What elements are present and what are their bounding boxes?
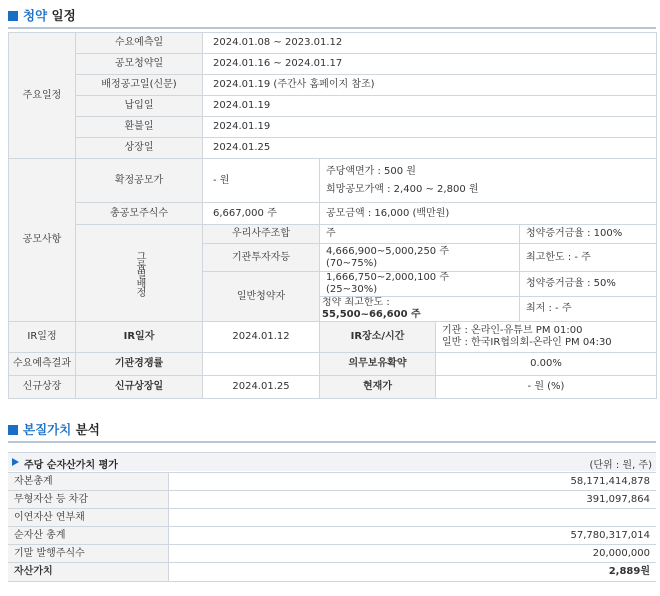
institution-limit: 최고한도 : - 주 — [520, 244, 657, 272]
confirmed-price-value: - 원 — [203, 159, 320, 203]
nav-row-label: 이연자산 연부채 — [8, 509, 168, 527]
ir-place-label: IR장소/시간 — [320, 322, 436, 352]
retail-margin-rate: 청약증거금율 : 50% — [520, 272, 657, 297]
offering-group-label: 공모사항 — [9, 159, 76, 322]
section-bullet-icon — [8, 11, 18, 21]
subscription-date-value: 2024.01.16 ~ 2024.01.17 — [203, 54, 657, 75]
demand-forecast-date-value: 2024.01.08 ~ 2023.01.12 — [203, 33, 657, 54]
group-allocation-label: 그룹별배정 — [134, 250, 145, 296]
offer-amount: 공모금액 : 16,000 (백만원) — [320, 203, 657, 225]
forecast-group-label: 수요예측결과 — [9, 353, 76, 376]
ir-place-line2: 일반 : 한국IR협의회-온라인 PM 04:30 — [442, 337, 612, 348]
payment-date-label: 납입일 — [76, 96, 203, 117]
nav-row-label: 무형자산 등 차감 — [8, 491, 168, 509]
lockup-label: 의무보유확약 — [320, 353, 436, 375]
employee-margin-rate: 청약증거금율 : 100% — [520, 225, 657, 244]
refund-date-value: 2024.01.19 — [203, 117, 657, 138]
new-listing-group-label: 신규상장 — [9, 376, 76, 399]
nav-table — [8, 472, 656, 582]
par-value: 주당액면가 : 500 원 — [326, 165, 416, 177]
table-row — [8, 509, 656, 527]
nav-row-value: 57,780,317,014 — [168, 527, 656, 545]
total-shares-label: 총공모주식수 — [76, 203, 203, 225]
nav-row-value — [168, 509, 656, 527]
subscription-date-label: 공모청약일 — [76, 54, 203, 75]
table-row — [8, 491, 656, 509]
table-row — [8, 527, 656, 545]
asset-value-label: 자산가치 — [8, 563, 168, 582]
ir-group-label: IR일정 — [9, 322, 76, 353]
retail-max-value: 55,500~66,600 주 — [322, 309, 421, 320]
ir-date-value: 2024.01.12 — [203, 322, 320, 353]
new-listing-date-value: 2024.01.25 — [203, 376, 320, 399]
ir-date-label: IR일자 — [76, 322, 203, 353]
current-price-value: - 원 (%) — [527, 381, 565, 392]
hope-price: 희망공모가액 : 2,400 ~ 2,800 원 — [326, 183, 479, 195]
subscription-schedule-table — [8, 32, 657, 399]
nav-row-label: 순자산 총계 — [8, 527, 168, 545]
total-shares-value: 6,667,000 주 — [203, 203, 320, 225]
nav-row-value: 391,097,864 — [168, 491, 656, 509]
employee-label: 우리사주조합 — [203, 225, 320, 244]
nav-row-label: 기말 발행주식수 — [8, 545, 168, 563]
listing-date-label: 상장일 — [76, 138, 203, 159]
section-bullet-icon — [8, 425, 18, 435]
retail-max-label: 청약 최고한도 : — [322, 297, 390, 308]
payment-date-value: 2024.01.19 — [203, 96, 657, 117]
nav-row-value: 58,171,414,878 — [168, 473, 656, 491]
main-dates-group-label: 주요일정 — [9, 33, 76, 159]
nav-row-value: 20,000,000 — [168, 545, 656, 563]
institution-label: 기관투자자등 — [203, 244, 320, 272]
retail-label: 일반청약자 — [203, 272, 320, 322]
nav-subheader — [8, 452, 656, 471]
listing-date-value: 2024.01.25 — [203, 138, 657, 159]
current-price-label: 현재가 — [320, 376, 436, 398]
institution-pct: (70~75%) — [326, 257, 378, 269]
new-listing-date-label: 신규상장일 — [76, 376, 203, 399]
triangle-bullet-icon — [12, 458, 19, 466]
ir-place-line1: 기관 : 온라인-유튜브 PM 01:00 — [442, 325, 583, 336]
asset-value-value: 2,889원 — [168, 563, 656, 582]
nav-row-label: 자본총계 — [8, 473, 168, 491]
section-divider — [8, 27, 656, 29]
employee-value: 주 — [320, 225, 520, 244]
table-row — [8, 473, 656, 491]
schedule-section-title: 청약 일정 — [8, 6, 76, 24]
refund-date-label: 환불일 — [76, 117, 203, 138]
confirmed-price-label: 확정공모가 — [76, 159, 203, 203]
competition-rate-label: 기관경쟁률 — [76, 353, 203, 376]
institution-shares: 4,666,900~5,000,250 주 — [326, 245, 450, 257]
table-row-total — [8, 563, 656, 582]
table-row — [8, 545, 656, 563]
competition-rate-value — [203, 353, 320, 376]
lockup-value: 0.00% — [530, 358, 562, 369]
retail-pct: (25~30%) — [326, 284, 378, 295]
retail-min: 최저 : - 주 — [520, 297, 657, 322]
allocation-notice-date-value: 2024.01.19 (주간사 홈페이지 참조) — [203, 75, 657, 96]
nav-subtitle: 주당 순자산가치 평가 — [24, 460, 118, 471]
nav-unit: (단위 : 원, 주) — [589, 460, 652, 471]
allocation-notice-date-label: 배정공고일(신문) — [76, 75, 203, 96]
value-section-title: 본질가치 분석 — [8, 420, 100, 438]
retail-shares: 1,666,750~2,000,100 주 — [326, 272, 450, 283]
section-divider — [8, 441, 656, 443]
demand-forecast-date-label: 수요예측일 — [76, 33, 203, 54]
